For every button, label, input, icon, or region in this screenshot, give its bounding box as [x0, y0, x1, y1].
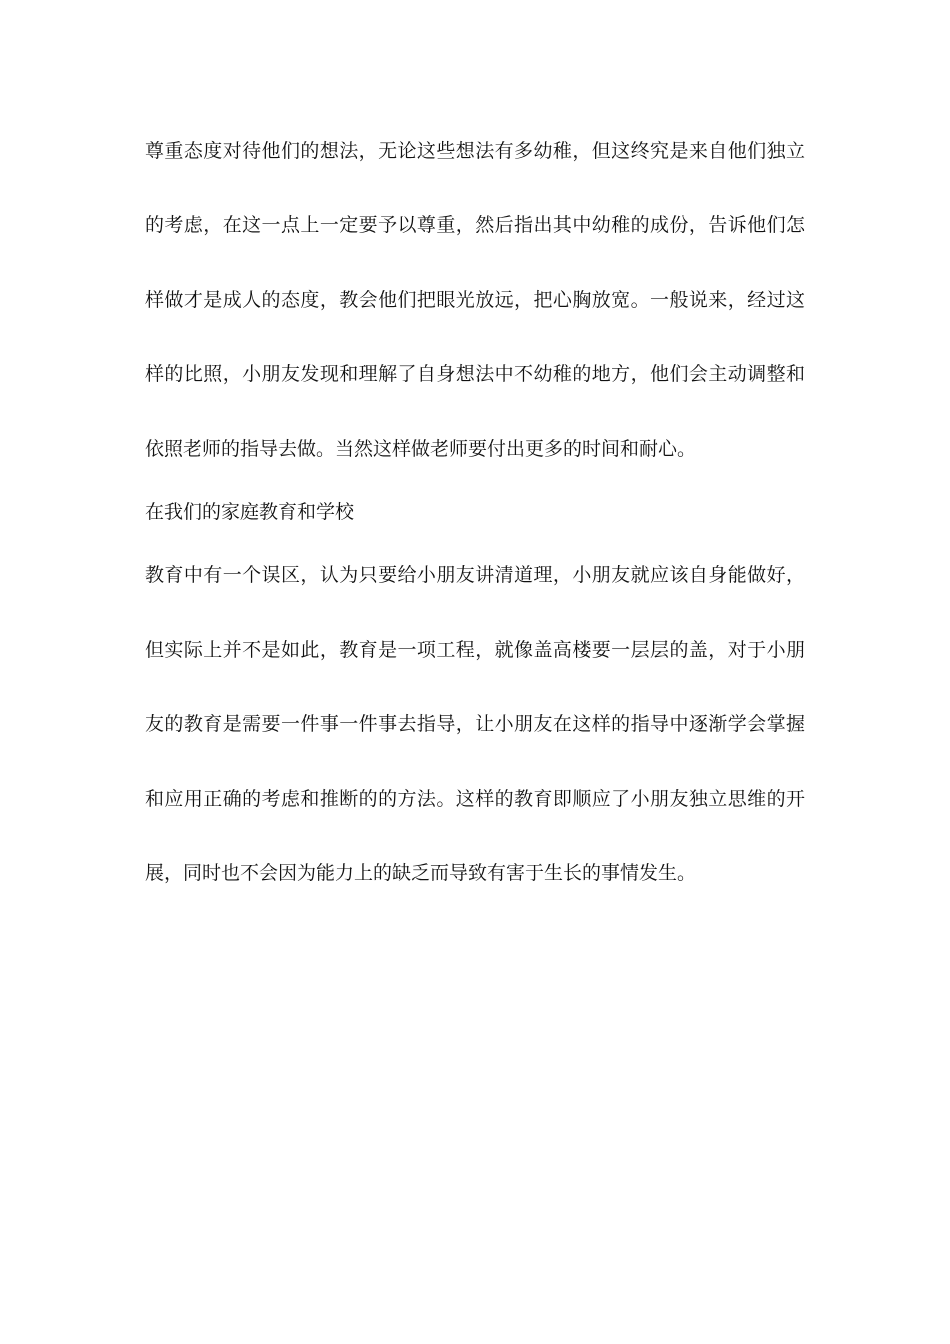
- paragraph-2-line-1: 教育中有一个误区，认为只要给小朋友讲清道理，小朋友就应该自身能做好，: [145, 564, 805, 586]
- paragraph-1-line-1: 尊重态度对待他们的想法，无论这些想法有多幼稚，但这终究是来自他们独立: [145, 140, 805, 162]
- paragraph-1-line-3: 样做才是成人的态度，教会他们把眼光放远，把心胸放宽。一般说来，经过这: [145, 289, 805, 311]
- paragraph-2-line-5: 展，同时也不会因为能力上的缺乏而导致有害于生长的事情发生。: [145, 862, 697, 884]
- paragraph-2-line-4: 和应用正确的考虑和推断的的方法。这样的教育即顺应了小朋友独立思维的开: [145, 788, 805, 810]
- paragraph-1-line-5: 依照老师的指导去做。当然这样做老师要付出更多的时间和耐心。: [145, 438, 697, 460]
- paragraph-2-line-2: 但实际上并不是如此，教育是一项工程，就像盖高楼要一层层的盖，对于小朋: [145, 639, 805, 661]
- paragraph-2-line-3: 友的教育是需要一件事一件事去指导，让小朋友在这样的指导中逐渐学会掌握: [145, 713, 805, 735]
- section-heading: 在我们的家庭教育和学校: [145, 501, 355, 523]
- paragraph-1-line-4: 样的比照，小朋友发现和理解了自身想法中不幼稚的地方，他们会主动调整和: [145, 363, 805, 385]
- paragraph-1-line-2: 的考虑，在这一点上一定要予以尊重，然后指出其中幼稚的成份，告诉他们怎: [145, 214, 805, 236]
